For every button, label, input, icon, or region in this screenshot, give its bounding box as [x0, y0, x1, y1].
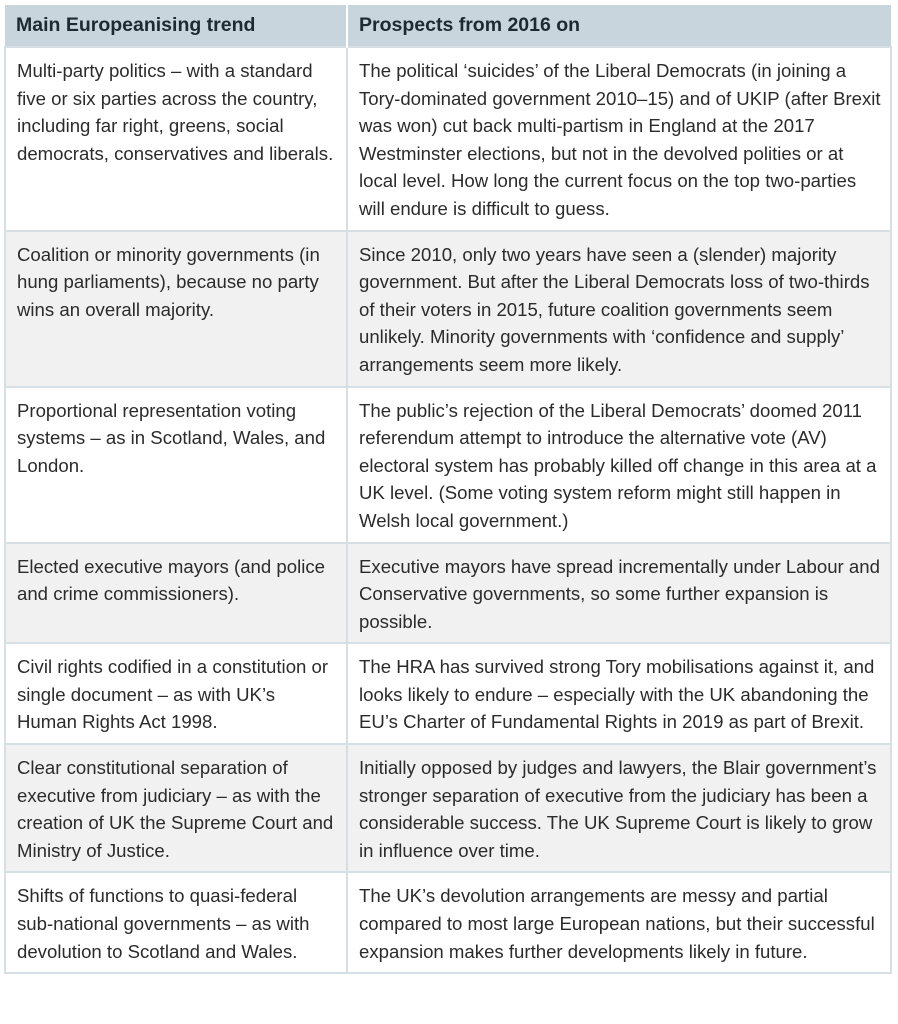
table-row	[5, 47, 891, 231]
table-row	[5, 744, 891, 872]
table-row	[5, 643, 891, 744]
trend-cell: Shifts of functions to quasi-federal sub-national governments – as with devolution to Scotland and Wales.	[5, 872, 347, 973]
table-row	[5, 543, 891, 644]
prospects-cell: The political ‘suicides’ of the Liberal Democrats (in joining a Tory-dominated government 2010–15) and of UKIP (after Brexit was won) cut back multi-partism in England at the 2017 Westminster elections, but not in the devolved polities or at local level. How long the current focus on the top two-parties will endure is difficult to guess.	[347, 47, 891, 231]
prospects-cell: Since 2010, only two years have seen a (slender) majority government. But after the Liberal Democrats loss of two-thirds of their voters in 2015, future coalition governments seem unlikely. Minority governments with ‘confidence and supply’ arrangements seem more likely.	[347, 231, 891, 387]
trend-cell: Civil rights codified in a constitution or single document – as with UK’s Human Rights Act 1998.	[5, 643, 347, 744]
column-header-prospects: Prospects from 2016 on	[347, 5, 891, 48]
trend-cell: Proportional representation voting systems – as in Scotland, Wales, and London.	[5, 387, 347, 543]
trend-cell: Coalition or minority governments (in hung parliaments), because no party wins an overall majority.	[5, 231, 347, 387]
prospects-cell: Initially opposed by judges and lawyers, the Blair government’s stronger separation of executive from the judiciary has been a considerable success. The UK Supreme Court is likely to grow in influence over time.	[347, 744, 891, 872]
table-row	[5, 387, 891, 543]
trend-cell: Multi-party politics – with a standard five or six parties across the country, including far right, greens, social democrats, conservatives and liberals.	[5, 47, 347, 231]
prospects-cell: The HRA has survived strong Tory mobilisations against it, and looks likely to endure – especially with the UK abandoning the EU’s Charter of Fundamental Rights in 2019 as part of Brexit.	[347, 643, 891, 744]
trend-cell: Clear constitutional separation of executive from judiciary – as with the creation of UK the Supreme Court and Ministry of Justice.	[5, 744, 347, 872]
trends-table	[4, 4, 892, 974]
trend-cell: Elected executive mayors (and police and crime commissioners).	[5, 543, 347, 644]
table-header-row	[5, 5, 891, 48]
table-row	[5, 872, 891, 973]
column-header-trend: Main Europeanising trend	[5, 5, 347, 48]
prospects-cell: The public’s rejection of the Liberal Democrats’ doomed 2011 referendum attempt to introduce the alternative vote (AV) electoral system has probably killed off change in this area at a UK level. (Some voting system reform might still happen in Welsh local government.)	[347, 387, 891, 543]
prospects-cell: Executive mayors have spread incrementally under Labour and Conservative governments, so some further expansion is possible.	[347, 543, 891, 644]
table-row	[5, 231, 891, 387]
prospects-cell: The UK’s devolution arrangements are messy and partial compared to most large European nations, but their successful expansion makes further developments likely in future.	[347, 872, 891, 973]
